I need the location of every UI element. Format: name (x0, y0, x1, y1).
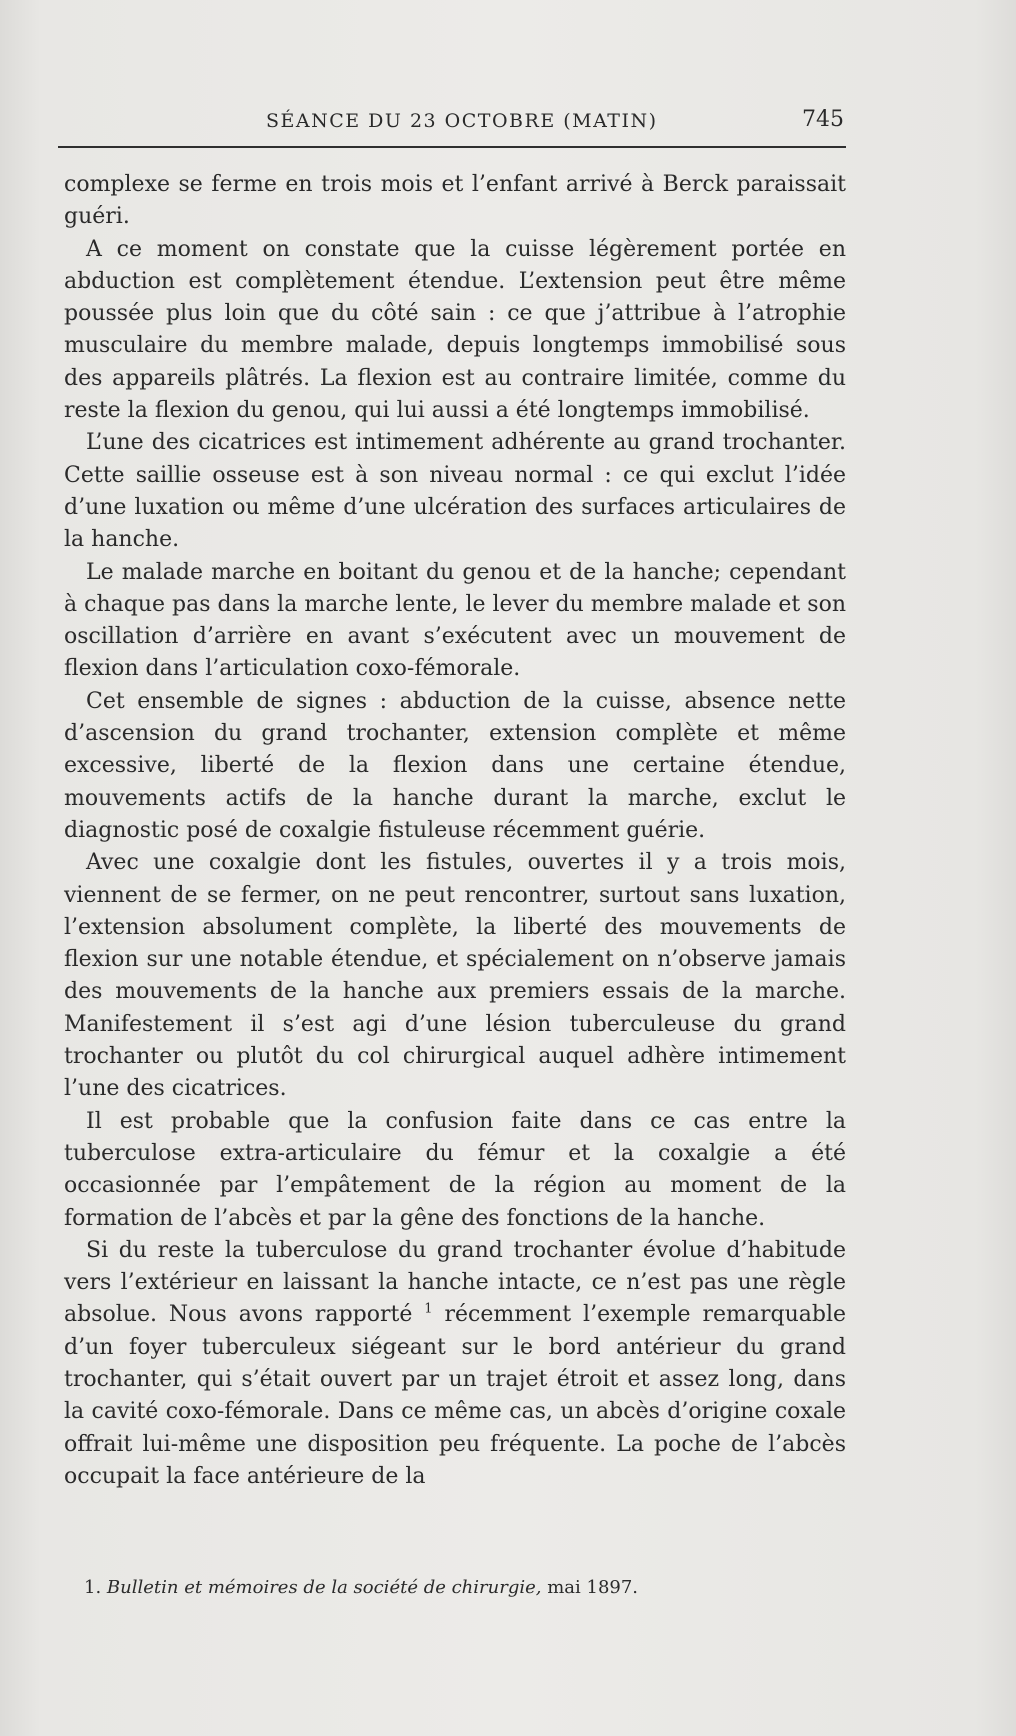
header-rule (58, 146, 846, 148)
footnote-date: mai 1897. (547, 1577, 639, 1598)
paragraph-8-text-b: récemment l’exemple remarquable d’un foyer tuberculeux siégeant sur le bord antérieur du grand trochanter, qui s’était ouvert par un trajet étroit et assez long, dans la cavité coxo-fémorale. Dans ce même cas, un abcès d’origine coxale offrait lui-même une disposition peu fréquente. La poche de l’abcès occupait la face antérieure de la (64, 1302, 846, 1489)
footnote (84, 1574, 844, 1602)
paragraph-4: Le malade marche en boitant du genou et de la hanche; cependant à chaque pas dans la marche lente, le lever du membre malade et son oscillation d’arrière en avant s’exécutent avec un mouvement de flexion dans l’articulation coxo-fémorale. (64, 559, 846, 682)
page-header (58, 102, 844, 138)
paragraph-6: Avec une coxalgie dont les fistules, ouvertes il y a trois mois, viennent de se fermer, on ne peut rencontrer, surtout sans luxation, l’extension absolument complète, la liberté des mouvements de flexion sur une notable étendue, et spécialement on n’observe jamais des mouvements de la hanche aux premiers essais de la marche. Manifestement il s’est agi d’une lésion tuberculeuse du grand trochanter ou plutôt du col chirurgical auquel adhère intimement l’une des cicatrices. (64, 850, 846, 1102)
footnote-title: Bulletin et mémoires de la société de chirurgie, (106, 1577, 542, 1598)
page-number: 745 (802, 107, 844, 132)
paragraph-2: A ce moment on constate que la cuisse légèrement portée en abduction est complètement étendue. L’extension peut être même poussée plus loin que du côté sain : ce que j’attribue à l’atrophie musculaire du membre malade, depuis longtemps immobilisé sous des appareils plâtrés. La flexion est au contraire limitée, comme du reste la flexion du genou, qui lui aussi a été longtemps immobilisé. (64, 236, 846, 424)
paragraph-3: L’une des cicatrices est intimement adhérente au grand trochanter. Cette saillie osseuse est à son niveau normal : ce qui exclut l’idée d’une luxation ou même d’une ulcération des surfaces articulaires de la hanche. (64, 430, 846, 553)
footnote-number: 1. (84, 1577, 102, 1598)
paragraph-8-text-a: Si du reste la tuberculose du grand trochanter évolue d’habitude vers l’extérieur en laissant la hanche intacte, ce n’est pas une règle absolue. Nous avons rapporté (64, 1237, 846, 1328)
body-text (64, 169, 846, 1493)
paragraph-8 (64, 1235, 846, 1493)
paragraph-7: Il est probable que la confusion faite dans ce cas entre la tuberculose extra-articulaire du fémur et la coxalgie a été occasionnée par l’empâtement de la région au moment de la formation de l’abcès et par la gêne des fonctions de la hanche. (64, 1108, 846, 1231)
paragraph-5: Cet ensemble de signes : abduction de la cuisse, absence nette d’ascension du grand trochanter, extension complète et même excessive, liberté de la flexion dans une certaine étendue, mouvements actifs de la hanche durant la marche, exclut le diagnostic posé de coxalgie fistuleuse récemment guérie. (64, 688, 846, 843)
paragraph-1: complexe se ferme en trois mois et l’enfant arrivé à Berck paraissait guéri. (64, 172, 846, 230)
footnote-reference: 1 (424, 1302, 433, 1318)
running-head: SÉANCE DU 23 OCTOBRE (MATIN) (266, 110, 658, 132)
